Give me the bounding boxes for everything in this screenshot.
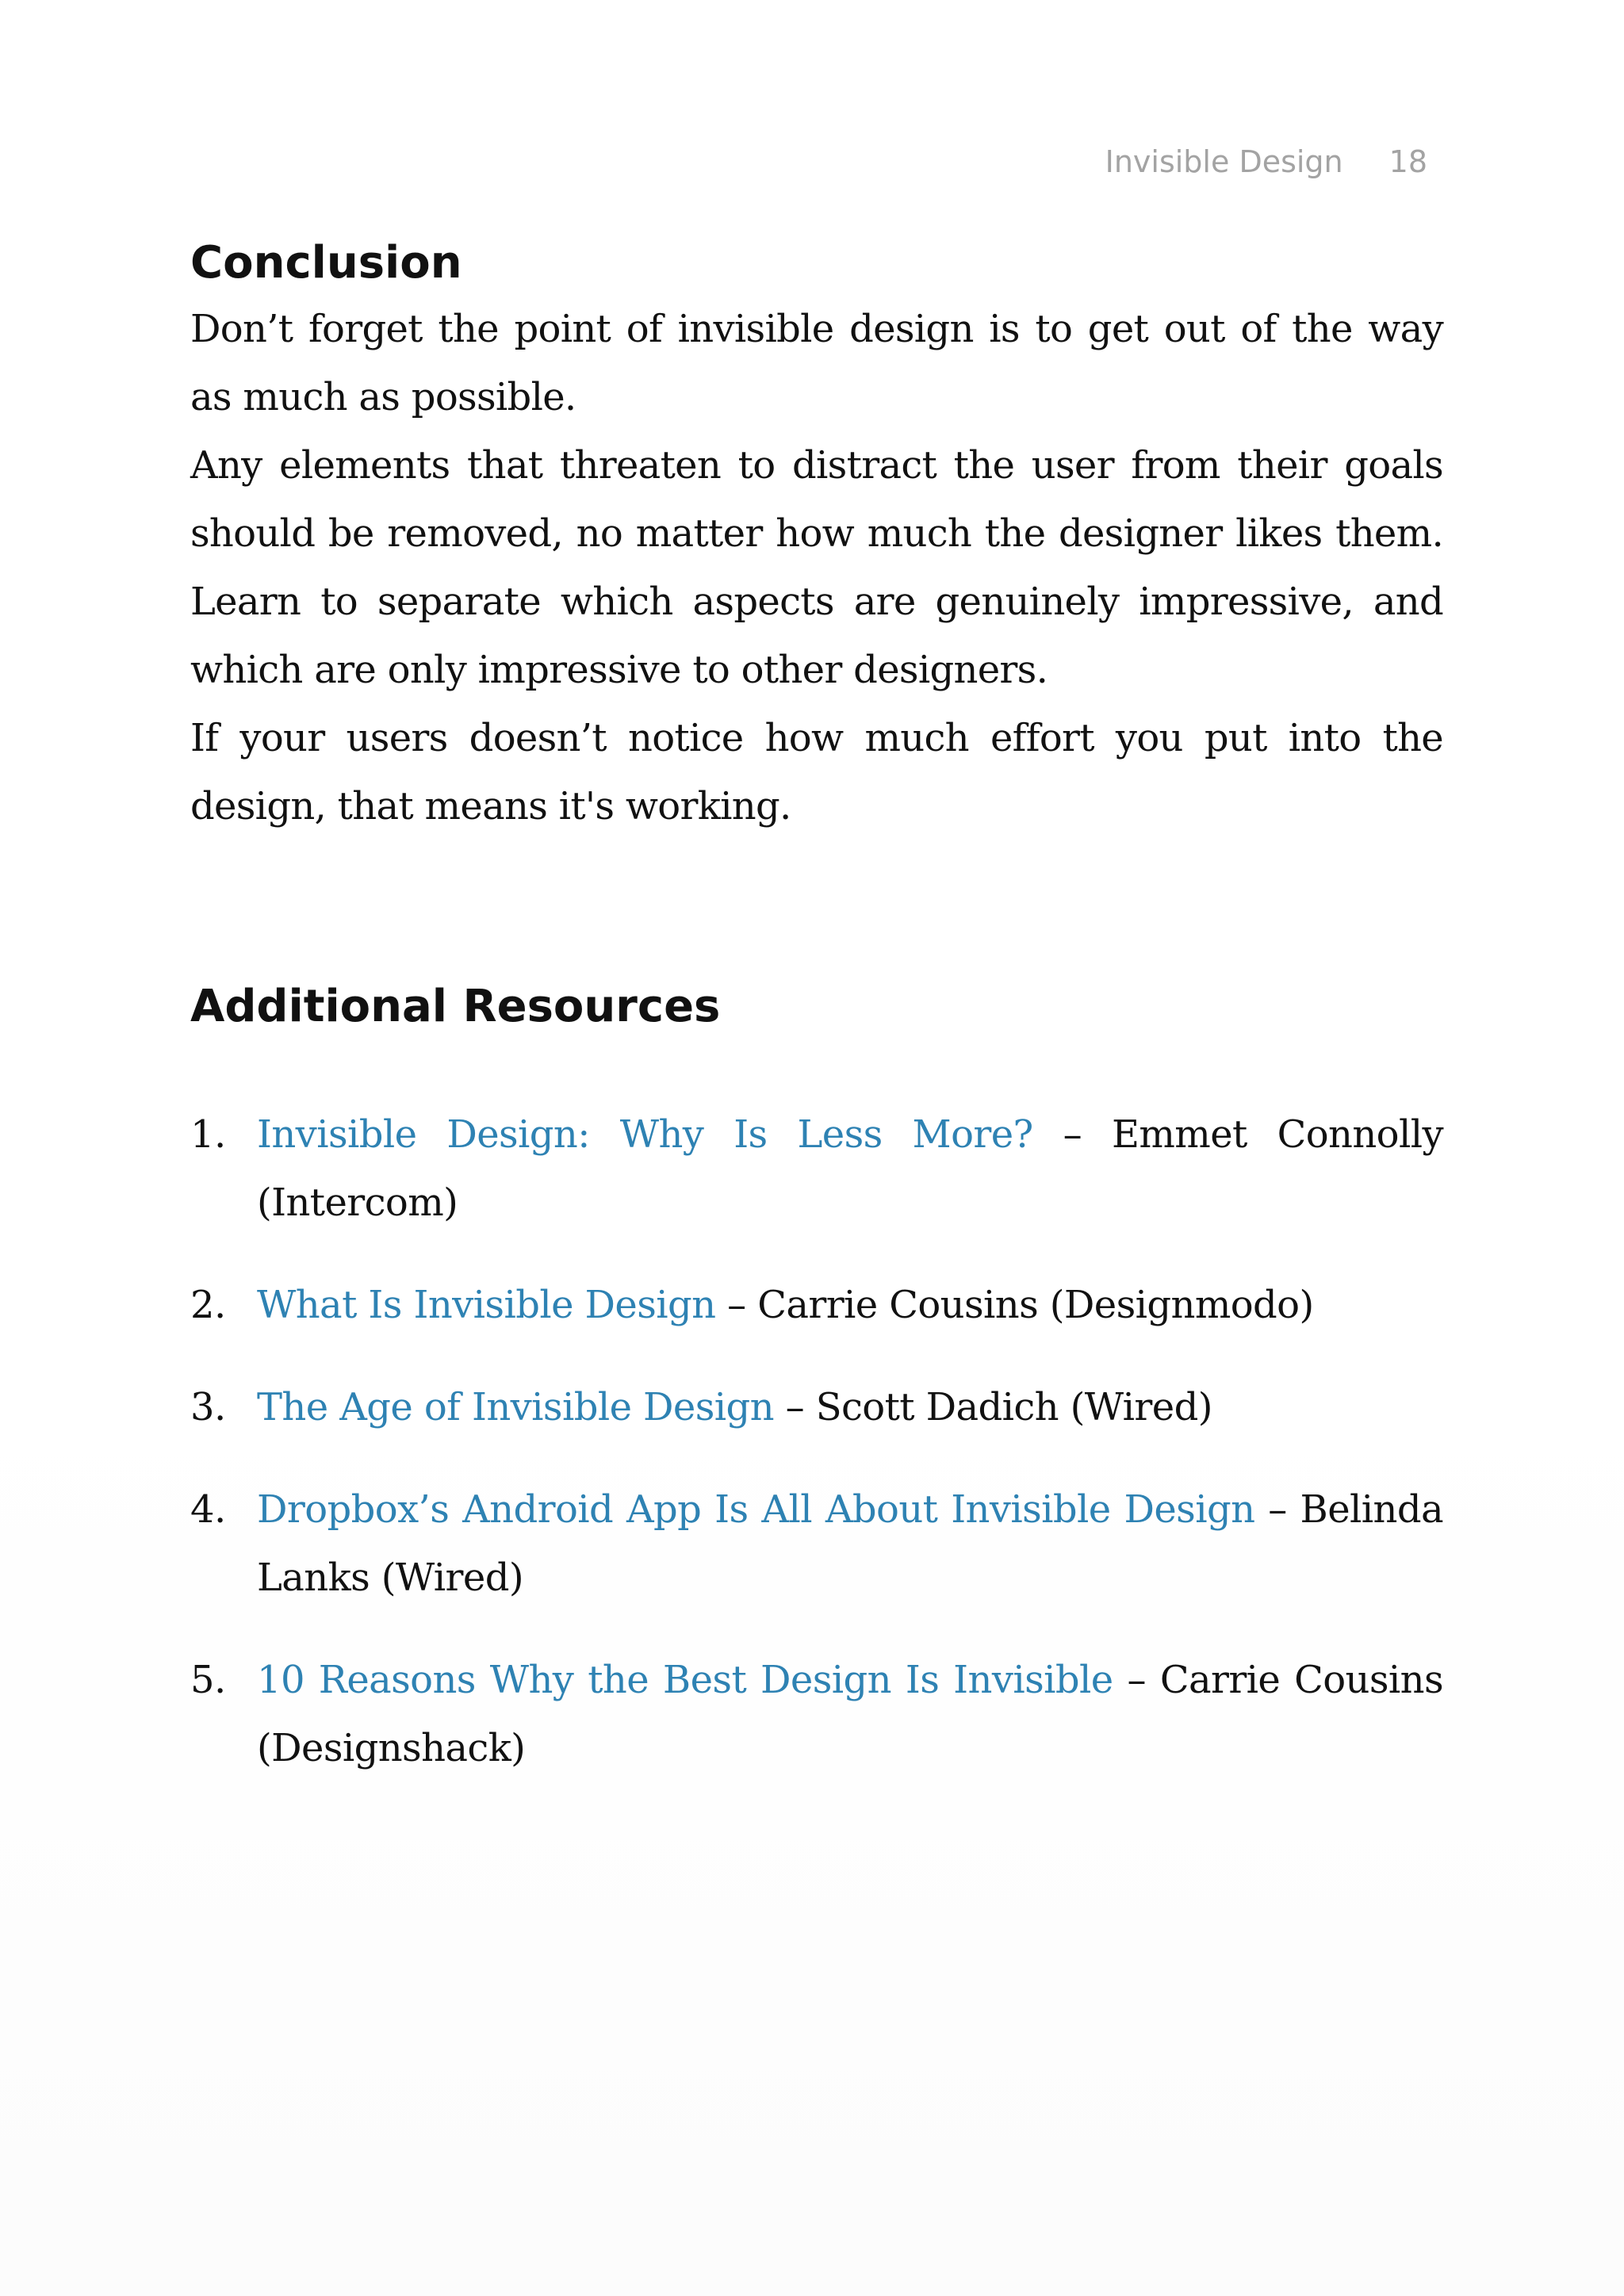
conclusion-heading: Conclusion xyxy=(190,237,462,289)
list-item-number: 5. xyxy=(190,1658,226,1702)
list-item xyxy=(190,1100,1443,1237)
resource-link[interactable]: 10 Reasons Why the Best Design Is Invisible xyxy=(257,1658,1113,1702)
list-item-number: 3. xyxy=(190,1385,226,1429)
conclusion-paragraph: If your users doesn’t notice how much effort you put into the design, that means it's working. xyxy=(190,716,1443,828)
page-content xyxy=(190,232,1443,1816)
resource-attribution: Emmet Connolly (Intercom) xyxy=(257,1112,1444,1225)
resource-attribution: Scott Dadich (Wired) xyxy=(815,1385,1212,1429)
resource-attribution: Carrie Cousins (Designshack) xyxy=(257,1658,1443,1770)
list-item-body xyxy=(257,1271,1443,1339)
page-number: 18 xyxy=(1388,144,1427,179)
running-header xyxy=(1105,144,1427,179)
separator-dash: – xyxy=(785,1385,805,1429)
list-item xyxy=(190,1271,1443,1339)
resource-link[interactable]: Invisible Design: Why Is Less More? xyxy=(257,1112,1033,1157)
separator-dash: – xyxy=(1127,1658,1146,1702)
list-item-body xyxy=(257,1646,1443,1782)
conclusion-paragraph: Don’t forget the point of invisible design is to get out of the way as much as possible. xyxy=(190,307,1443,419)
running-header-title: Invisible Design xyxy=(1105,144,1343,179)
resource-link[interactable]: Dropbox’s Android App Is All About Invisible Design xyxy=(257,1487,1255,1532)
list-item-body xyxy=(257,1475,1443,1612)
list-item-number: 2. xyxy=(190,1283,226,1327)
separator-dash: – xyxy=(1268,1487,1287,1532)
separator-dash: – xyxy=(727,1283,746,1327)
resource-link[interactable]: What Is Invisible Design xyxy=(257,1283,716,1327)
conclusion-paragraph: Any elements that threaten to distract the user from their goals should be removed, no matter how much the designer likes them. Learn to separate which aspects are genuinely impressive, and which are only impressive to other designers. xyxy=(190,443,1443,692)
resource-attribution: Carrie Cousins (Designmodo) xyxy=(757,1283,1314,1327)
list-item xyxy=(190,1475,1443,1612)
list-item-number: 1. xyxy=(190,1112,226,1157)
list-item-body xyxy=(257,1100,1443,1237)
resources-list xyxy=(190,1100,1443,1782)
list-item xyxy=(190,1373,1443,1441)
list-item-number: 4. xyxy=(190,1487,226,1532)
list-item xyxy=(190,1646,1443,1782)
separator-dash: – xyxy=(1063,1112,1082,1157)
resource-attribution: Belinda Lanks (Wired) xyxy=(257,1487,1443,1600)
list-item-body xyxy=(257,1373,1443,1441)
resource-link[interactable]: The Age of Invisible Design xyxy=(257,1385,774,1429)
resources-heading: Additional Resources xyxy=(190,981,721,1032)
